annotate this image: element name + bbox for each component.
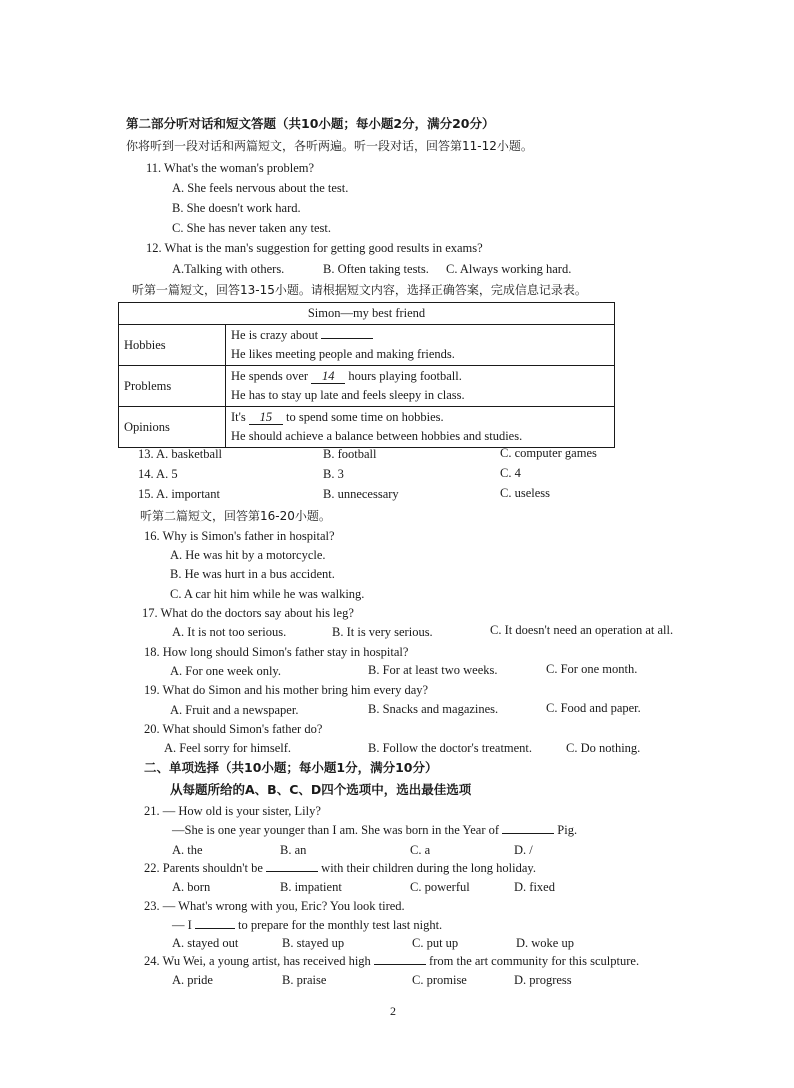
passage2-instruction: 听第二篇短文，回答第16-20小题。 (140, 509, 331, 523)
q11-option-b: B. She doesn't work hard. (172, 201, 301, 215)
q24-option-d: D. progress (514, 973, 572, 987)
q12-option-c: C. Always working hard. (446, 262, 572, 276)
q20-option-c: C. Do nothing. (566, 741, 641, 755)
q18-option-c: C. For one month. (546, 662, 638, 676)
info-record-table (118, 302, 615, 448)
q23-option-a: A. stayed out (172, 936, 239, 950)
q18-option-b: B. For at least two weeks. (368, 663, 498, 677)
q16-option-b: B. He was hurt in a bus accident. (170, 567, 335, 581)
q18-option-a: A. For one week only. (170, 664, 281, 678)
q13-option-c: C. computer games (500, 446, 597, 460)
row-text-2: He should achieve a balance between hobbies and studies. (231, 429, 523, 443)
section2-heading: 二、单项选择（共10小题；每小题1分，满分10分） (144, 760, 438, 775)
q22-blank (266, 860, 318, 872)
q15-option-a: 15. A. important (138, 487, 220, 501)
q23-line2: — I to prepare for the monthly test last night. (172, 918, 443, 932)
table-title: Simon—my best friend (119, 303, 615, 325)
q19-option-a: A. Fruit and a newspaper. (170, 703, 299, 717)
q17-stem: 17. What do the doctors say about his leg? (142, 606, 354, 620)
q20-option-a: A. Feel sorry for himself. (164, 741, 292, 755)
q11-stem: 11. What's the woman's problem? (146, 161, 315, 175)
q11-option-c: C. She has never taken any test. (172, 221, 331, 235)
q21-option-d: D. / (514, 843, 533, 857)
row-text: He spends over (231, 369, 309, 383)
q14-option-a: 14. A. 5 (138, 467, 178, 481)
row-text-cont: to spend some time on hobbies. (286, 410, 444, 424)
row-label: Opinions (119, 407, 226, 448)
q11-option-a: A. She feels nervous about the test. (172, 181, 349, 195)
q14-option-b: B. 3 (323, 467, 344, 481)
q24-blank (374, 953, 426, 965)
q14-option-c: C. 4 (500, 466, 521, 480)
row-text: He is crazy about (231, 328, 319, 342)
q21-option-b: B. an (280, 843, 307, 857)
q24-option-a: A. pride (172, 973, 213, 987)
q12-stem: 12. What is the man's suggestion for getting good results in exams? (146, 241, 483, 255)
q23-line1: 23. — What's wrong with you, Eric? You look tired. (144, 899, 405, 913)
part2-instruction: 你将听到一段对话和两篇短文，各听两遍。听一段对话，回答第11-12小题。 (126, 139, 533, 153)
q16-stem: 16. Why is Simon's father in hospital? (144, 529, 335, 543)
table-row-opinions (119, 407, 615, 448)
q23-blank (195, 917, 235, 929)
q22-option-b: B. impatient (280, 880, 342, 894)
q24-option-c: C. promise (412, 973, 467, 987)
q15-option-b: B. unnecessary (323, 487, 399, 501)
q23-option-d: D. woke up (516, 936, 574, 950)
row-text-2: He has to stay up late and feels sleepy in class. (231, 388, 465, 402)
q17-option-c: C. It doesn't need an operation at all. (490, 623, 674, 637)
q17-option-b: B. It is very serious. (332, 625, 433, 639)
q15-option-c: C. useless (500, 486, 550, 500)
page-number: 2 (390, 1004, 396, 1018)
q22-option-c: C. powerful (410, 880, 470, 894)
q21-option-c: C. a (410, 843, 431, 857)
q22-option-d: D. fixed (514, 880, 555, 894)
q19-option-b: B. Snacks and magazines. (368, 702, 499, 716)
q16-option-a: A. He was hit by a motorcycle. (170, 548, 326, 562)
q13-option-b: B. football (323, 447, 377, 461)
row-text-cont: hours playing football. (348, 369, 462, 383)
q12-option-a: A.Talking with others. (172, 262, 285, 276)
blank-13 (321, 327, 373, 339)
part2-heading: 第二部分听对话和短文答题（共10小题；每小题2分，满分20分） (126, 116, 495, 131)
section2-instruction: 从每题所给的A、B、C、D四个选项中，选出最佳选项 (170, 782, 472, 797)
q17-option-a: A. It is not too serious. (172, 625, 287, 639)
row-label: Hobbies (119, 325, 226, 366)
q24-option-b: B. praise (282, 973, 327, 987)
q20-option-b: B. Follow the doctor's treatment. (368, 741, 533, 755)
q22-line1: 22. Parents shouldn't be with their children during the long holiday. (144, 861, 536, 875)
q24-line1: 24. Wu Wei, a young artist, has received high from the art community for this sculpture. (144, 954, 640, 968)
q18-stem: 18. How long should Simon's father stay in hospital? (144, 645, 409, 659)
q21-line1: 21. — How old is your sister, Lily? (144, 804, 321, 818)
q19-stem: 19. What do Simon and his mother bring him every day? (144, 683, 429, 697)
passage1-instruction: 听第一篇短文，回答13-15小题。请根据短文内容，选择正确答案，完成信息记录表。 (132, 283, 587, 297)
q21-option-a: A. the (172, 843, 203, 857)
q21-line2: —She is one year younger than I am. She was born in the Year of Pig. (172, 823, 578, 837)
table-row-hobbies (119, 325, 615, 366)
q12-option-b: B. Often taking tests. (323, 262, 429, 276)
q21-blank (502, 822, 554, 834)
q20-stem: 20. What should Simon's father do? (144, 722, 323, 736)
table-row-problems (119, 366, 615, 407)
q19-option-c: C. Food and paper. (546, 701, 641, 715)
q23-option-b: B. stayed up (282, 936, 345, 950)
q22-option-a: A. born (172, 880, 211, 894)
row-text-2: He likes meeting people and making friends. (231, 347, 455, 361)
q16-option-c: C. A car hit him while he was walking. (170, 587, 365, 601)
row-text: It's (231, 410, 246, 424)
blank-15: 15 (249, 410, 283, 425)
blank-14: 14 (311, 369, 345, 384)
q13-option-a: 13. A. basketball (138, 447, 223, 461)
row-label: Problems (119, 366, 226, 407)
q23-option-c: C. put up (412, 936, 459, 950)
